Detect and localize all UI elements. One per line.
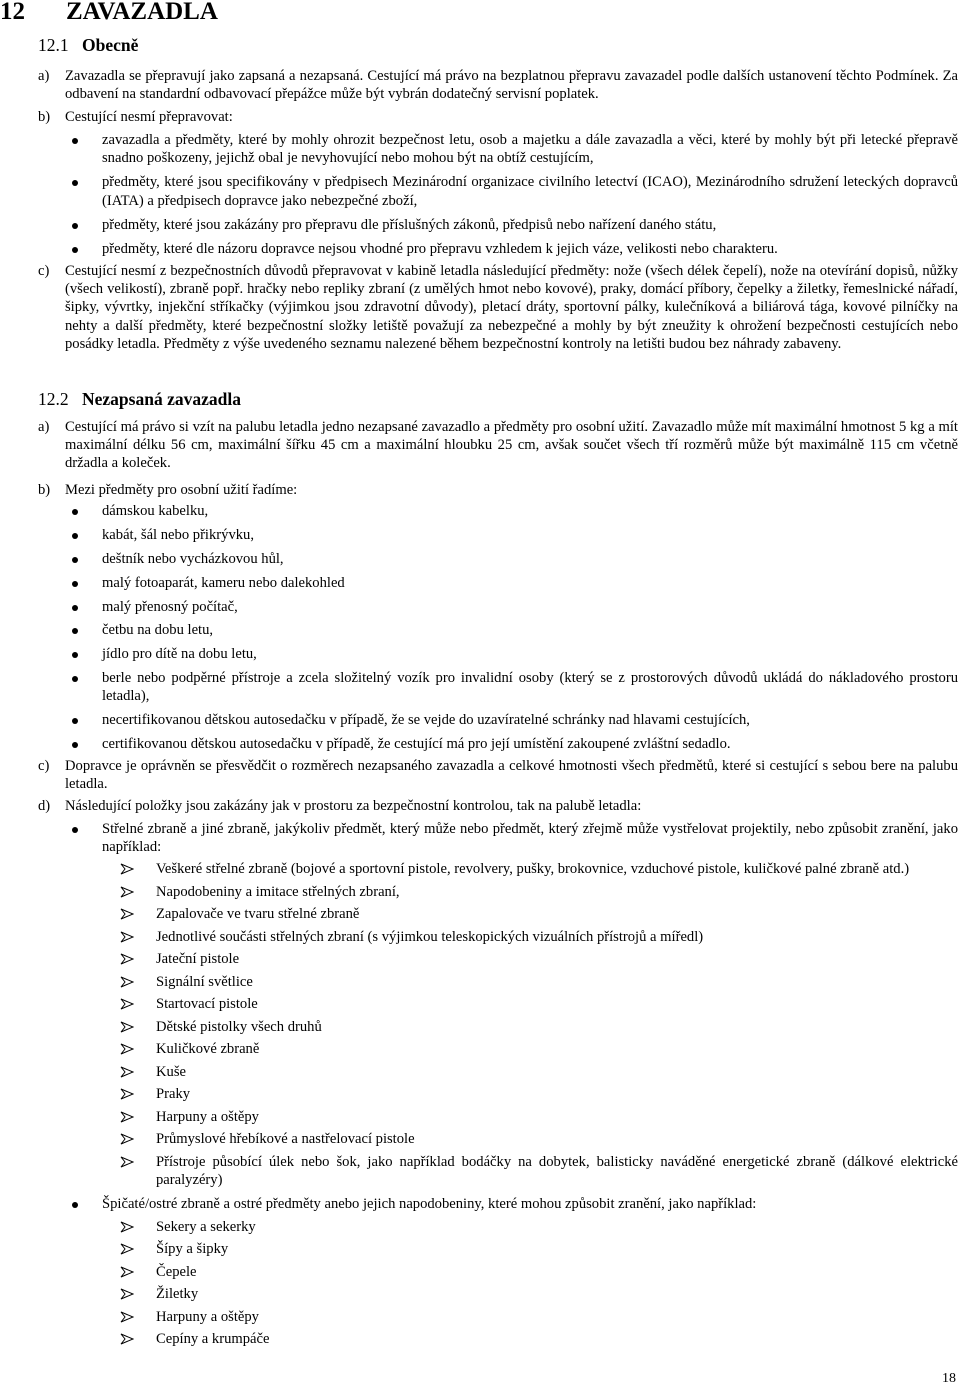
bullet-list-12-2-b [38, 502, 958, 753]
chapter-heading [0, 0, 218, 26]
arrow-item-text: Napodobeniny a imitace střelných zbraní, [156, 883, 400, 900]
paragraph-label: a) [38, 68, 50, 84]
bullet-item [38, 502, 958, 520]
paragraph-label: c) [38, 263, 50, 279]
arrow-item [38, 950, 958, 968]
bullet-text: dámskou kabelku, [102, 503, 209, 519]
bullet-text: malý přenosný počítač, [102, 598, 238, 615]
paragraph-text: Mezi předměty pro osobní užití řadíme: [65, 482, 298, 498]
bullet-text: certifikovanou dětskou autosedačku v případě, že cestující má pro její umístění zakoupené zvláštní sedadlo. [102, 736, 731, 753]
paragraph-label: b) [38, 482, 51, 498]
arrow-item [38, 883, 958, 901]
bullet-text: kabát, šál nebo přikrývku, [102, 526, 254, 543]
section-title: Obecně [82, 35, 139, 55]
bullet-item [38, 1195, 958, 1348]
paragraph-text: Cestující má právo si vzít na palubu letadla jedno nezapsané zavazadlo a předměty pro osobní užití. Zavazadlo může mít maximální hmotnost 5 kg a mít maximální délku 56 cm, maximální šířku 45 cm a maximální hloubku 25 cm, avšak součet všech tří rozměrů může být maximálně 115 cm včetně držadla a koleček. [65, 419, 958, 472]
bullet-text: deštník nebo vycházkovou hůl, [102, 550, 284, 567]
arrowhead-bullet-icon [120, 998, 134, 1010]
bullet-dot-icon [72, 676, 78, 682]
arrowhead-bullet-icon [120, 908, 134, 920]
arrow-item [38, 995, 958, 1013]
arrowhead-bullet-icon [120, 1043, 134, 1055]
section-heading-12-1 [38, 34, 138, 56]
arrow-item [38, 1240, 958, 1258]
arrow-item-text: Průmyslové hřebíkové a nastřelovací pistole [156, 1131, 415, 1148]
bullet-item [38, 711, 958, 729]
arrow-item [38, 1040, 958, 1058]
bullet-item [38, 173, 958, 209]
arrow-item [38, 1130, 958, 1148]
arrowhead-bullet-icon [120, 976, 134, 988]
paragraph-text: Cestující nesmí z bezpečnostních důvodů přepravovat v kabině letadla následující předměty: nože (všech délek čepelí), nože na otevírání dopisů, nůžky (všech velikostí), zbraně popř. hračky nebo repliky zbraní (z umělých hmot nebo kovové), praky, domácí příbory, čepelky a žiletky, řemeslnické nářadí, šipky, vývrtky, injekční stříkačky (výjimkou jsou zdravotní důvody), pletací dráty, sportovní pálky, kulečníková a biliárová tága, kovové pilníčky na nehty a další předměty, které bezpečnostní složky letiště považují za nebezpečné a mohly by být zneužity k ohrožení bezpečnosti cestujících nebo posádky letadla. Předměty z výše uvedeného seznamu nalezené během bezpečnostní kontroly na letišti budou bez náhrady zabaveny. [65, 263, 958, 352]
arrow-item-text: Dětské pistolky všech druhů [156, 1018, 322, 1035]
arrowhead-bullet-icon [120, 953, 134, 965]
arrow-item-text: Harpuny a oštěpy [156, 1108, 259, 1125]
paragraph-text: Dopravce je oprávněn se přesvědčit o rozměrech nezapsaného zavazadla a celkové hmotnosti všech předmětů, které si cestující s sebou bere na palubu letadla. [65, 758, 958, 793]
arrow-item-text: Kuličkové zbraně [156, 1041, 260, 1058]
bullet-list-12-1-b [38, 131, 958, 258]
bullet-item [38, 216, 958, 234]
arrow-item [38, 1218, 958, 1236]
arrow-item-text: Žiletky [156, 1286, 199, 1303]
bullet-dot-icon [72, 628, 78, 634]
arrowhead-bullet-icon [120, 1088, 134, 1100]
arrowhead-bullet-icon [120, 1243, 134, 1255]
bullet-dot-icon [72, 718, 78, 724]
bullet-dot-icon [72, 742, 78, 748]
arrow-item [38, 1285, 958, 1303]
arrow-item-text: Praky [156, 1086, 191, 1103]
arrowhead-bullet-icon [120, 886, 134, 898]
bullet-text: zavazadla a předměty, které by mohly ohrozit bezpečnost letu, osob a majetku a dále zavazadla a věci, které by mohly být při letecké přepravě snadno poškozeny, jejichž obal je nevyhovující nebo mohou být na obtíž cestujícím, [102, 132, 958, 167]
bullet-dot-icon [72, 180, 78, 186]
bullet-text: předměty, které jsou specifikovány v předpisech Mezinárodní organizace civilního letectví (ICAO), Mezinárodního sdružení leteckých dopravců (IATA) a předpisech dopravce jako nebezpečné zboží, [102, 174, 958, 209]
bullet-text: Špičaté/ostré zbraně a ostré předměty anebo jejich napodobeniny, které mohou způsobit zranění, jako například: [102, 1196, 757, 1213]
paragraph-text: Následující položky jsou zakázány jak v prostoru za bezpečnostní kontrolou, tak na palubě letadla: [65, 798, 642, 814]
arrow-item-text: Harpuny a oštěpy [156, 1308, 259, 1325]
paragraph-label: b) [38, 109, 51, 125]
arrow-item [38, 1018, 958, 1036]
section-number: 12.1 [38, 35, 69, 55]
bullet-item [38, 820, 958, 1189]
paragraph-text: Cestující nesmí přepravovat: [65, 109, 233, 125]
bullet-item [38, 526, 958, 544]
paragraph-12-2-d [38, 797, 958, 815]
bullet-item [38, 240, 958, 258]
chapter-title: ZAVAZADLA [66, 0, 218, 25]
arrow-item [38, 1308, 958, 1326]
bullet-dot-icon [72, 581, 78, 587]
paragraph-text: Zavazadla se přepravují jako zapsaná a nezapsaná. Cestující má právo na bezplatnou přepravu zavazadel podle dalších ustanovení těchto Podmínek. Za odbavení na standardní odbavovací přepážce může být vybrán dodatečný servisní poplatek. [65, 68, 958, 103]
arrow-item [38, 905, 958, 923]
arrow-item-text: Jednotlivé součásti střelných zbraní (s výjimkou teleskopických vizuálních přístrojů a míředl) [156, 928, 704, 945]
bullet-dot-icon [72, 1202, 78, 1208]
arrowhead-bullet-icon [120, 1311, 134, 1323]
bullet-dot-icon [72, 509, 78, 515]
section-title: Nezapsaná zavazadla [82, 389, 241, 409]
bullet-item [38, 550, 958, 568]
arrowhead-bullet-icon [120, 1111, 134, 1123]
bullet-text: berle nebo podpěrné přístroje a zcela složitelný vozík pro invalidní osoby (který se z prostorových důvodů ukládá do nákladového prostoru letadla), [102, 670, 958, 705]
bullet-text: malý fotoaparát, kameru nebo dalekohled [102, 574, 345, 591]
bullet-dot-icon [72, 557, 78, 563]
arrowhead-bullet-icon [120, 1066, 134, 1078]
arrowhead-bullet-icon [120, 1133, 134, 1145]
bullet-text: Střelné zbraně a jiné zbraně, jakýkoliv předmět, který může nebo předmět, který zřejmě může vystřelovat projektily, nebo způsobit zranění, jako například: [102, 821, 958, 856]
arrow-item [38, 1153, 958, 1189]
bullet-text: předměty, které dle názoru dopravce nejsou vhodné pro přepravu vzhledem k jejich váze, velikosti nebo charakteru. [102, 241, 778, 258]
arrow-item [38, 1085, 958, 1103]
bullet-item [38, 598, 958, 616]
arrow-item [38, 1108, 958, 1126]
bullet-item [38, 735, 958, 753]
paragraph-12-2-c [38, 757, 958, 793]
arrowhead-bullet-icon [120, 1333, 134, 1345]
bullet-item [38, 574, 958, 592]
paragraph-12-1-a [38, 67, 958, 103]
bullet-item [38, 131, 958, 167]
arrow-list [38, 860, 958, 1189]
arrow-item-text: Startovací pistole [156, 996, 258, 1013]
bullet-dot-icon [72, 247, 78, 253]
bullet-dot-icon [72, 605, 78, 611]
bullet-dot-icon [72, 533, 78, 539]
arrow-item-text: Čepele [156, 1263, 197, 1280]
arrow-item-text: Šípy a šipky [156, 1241, 229, 1258]
bullet-item [38, 621, 958, 639]
paragraph-12-2-a [38, 418, 958, 473]
arrow-item [38, 860, 958, 878]
page-number: 18 [942, 1371, 956, 1386]
bullet-list-12-2-d [38, 820, 958, 1348]
arrow-item [38, 928, 958, 946]
arrow-item-text: Sekery a sekerky [156, 1218, 256, 1235]
bullet-text: četbu na dobu letu, [102, 622, 214, 639]
bullet-text: předměty, které jsou zakázány pro přepravu dle příslušných zákonů, předpisů nebo nařízení daného státu, [102, 216, 717, 233]
paragraph-12-1-b [38, 108, 958, 126]
paragraph-label: c) [38, 758, 50, 774]
arrow-item-text: Cepíny a krumpáče [156, 1331, 270, 1348]
arrow-item [38, 1063, 958, 1081]
paragraph-label: d) [38, 798, 51, 814]
arrowhead-bullet-icon [120, 1288, 134, 1300]
bullet-item [38, 669, 958, 705]
arrow-item-text: Zapalovače ve tvaru střelné zbraně [156, 906, 360, 923]
arrowhead-bullet-icon [120, 1266, 134, 1278]
arrow-list [38, 1218, 958, 1349]
arrow-item [38, 1330, 958, 1348]
arrow-item-text: Veškeré střelné zbraně (bojové a sportovní pistole, revolvery, pušky, brokovnice, vzduchové pistole, kuličkové palné zbraně atd.) [156, 861, 910, 878]
chapter-number: 12 [0, 0, 25, 25]
paragraph-label: a) [38, 419, 50, 435]
arrow-item-text: Přístroje působící úlek nebo šok, jako například bodáčky na dobytek, balisticky naváděné energetické zbraně (dálkové elektrické paralyzéry) [156, 1153, 958, 1189]
arrow-item [38, 1263, 958, 1281]
arrowhead-bullet-icon [120, 1021, 134, 1033]
bullet-text: necertifikovanou dětskou autosedačku v případě, že se vejde do uzavíratelné schránky nad hlavami cestujících, [102, 712, 750, 729]
bullet-item [38, 645, 958, 663]
bullet-dot-icon [72, 652, 78, 658]
arrowhead-bullet-icon [120, 931, 134, 943]
section-number: 12.2 [38, 389, 69, 409]
paragraph-12-1-c [38, 262, 958, 353]
bullet-dot-icon [72, 223, 78, 229]
bullet-text: jídlo pro dítě na dobu letu, [102, 646, 257, 663]
bullet-dot-icon [72, 138, 78, 144]
arrow-item [38, 973, 958, 991]
arrowhead-bullet-icon [120, 1156, 134, 1168]
arrow-item-text: Signální světlice [156, 973, 253, 990]
bullet-dot-icon [72, 827, 78, 833]
paragraph-12-2-b [38, 481, 958, 499]
section-heading-12-2 [38, 388, 241, 410]
arrowhead-bullet-icon [120, 863, 134, 875]
arrowhead-bullet-icon [120, 1221, 134, 1233]
arrow-item-text: Kuše [156, 1063, 186, 1080]
arrow-item-text: Jateční pistole [156, 951, 240, 968]
